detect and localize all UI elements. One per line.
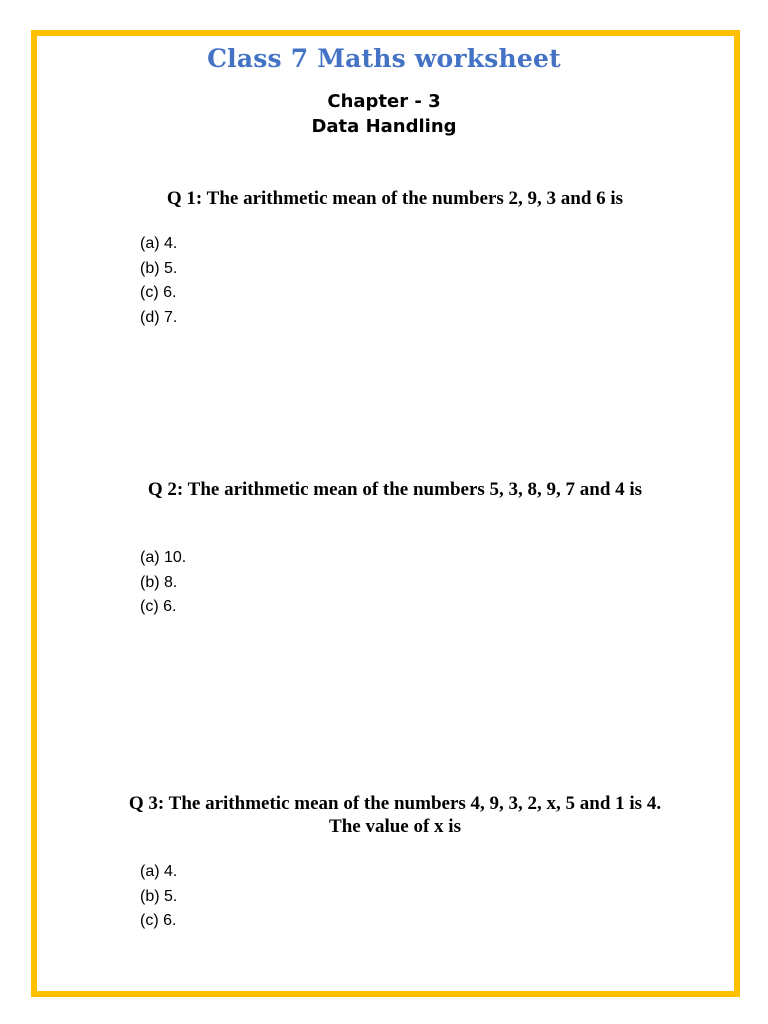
question-1-option-d: (d) 7. bbox=[140, 308, 178, 326]
question-2-text: Q 2: The arithmetic mean of the numbers 5, 3, 8, 9, 7 and 4 is bbox=[147, 479, 643, 500]
question-1-option-c: (c) 6. bbox=[140, 284, 177, 301]
question-3-text: Q 3: The arithmetic mean of the numbers 4, 9, 3, 2, x, 5 and 1 is 4. The value of x is bbox=[128, 793, 662, 837]
question-3-option-a: (a) 4. bbox=[140, 863, 178, 880]
question-1-option-a: (a) 4. bbox=[140, 235, 178, 252]
chapter-subtitle: Data Handling bbox=[311, 116, 457, 137]
question-1-options bbox=[140, 232, 177, 330]
question-2-option-a: (a) 10. bbox=[140, 549, 187, 566]
question-2-option-b: (b) 8. bbox=[140, 573, 178, 591]
page-border bbox=[31, 30, 740, 997]
question-3-options bbox=[140, 860, 177, 934]
question-2-option-c: (c) 6. bbox=[140, 598, 177, 615]
chapter-heading bbox=[0, 89, 768, 139]
question-3-option-c: (c) 6. bbox=[140, 912, 177, 929]
question-2-options bbox=[140, 546, 186, 620]
question-1-text: Q 1: The arithmetic mean of the numbers 2, 9, 3 and 6 is bbox=[166, 188, 624, 209]
worksheet-title: Class 7 Maths worksheet bbox=[207, 44, 561, 73]
question-1-option-b: (b) 5. bbox=[140, 259, 178, 277]
chapter-number: Chapter - 3 bbox=[327, 91, 441, 112]
question-3-option-b: (b) 5. bbox=[140, 887, 178, 905]
